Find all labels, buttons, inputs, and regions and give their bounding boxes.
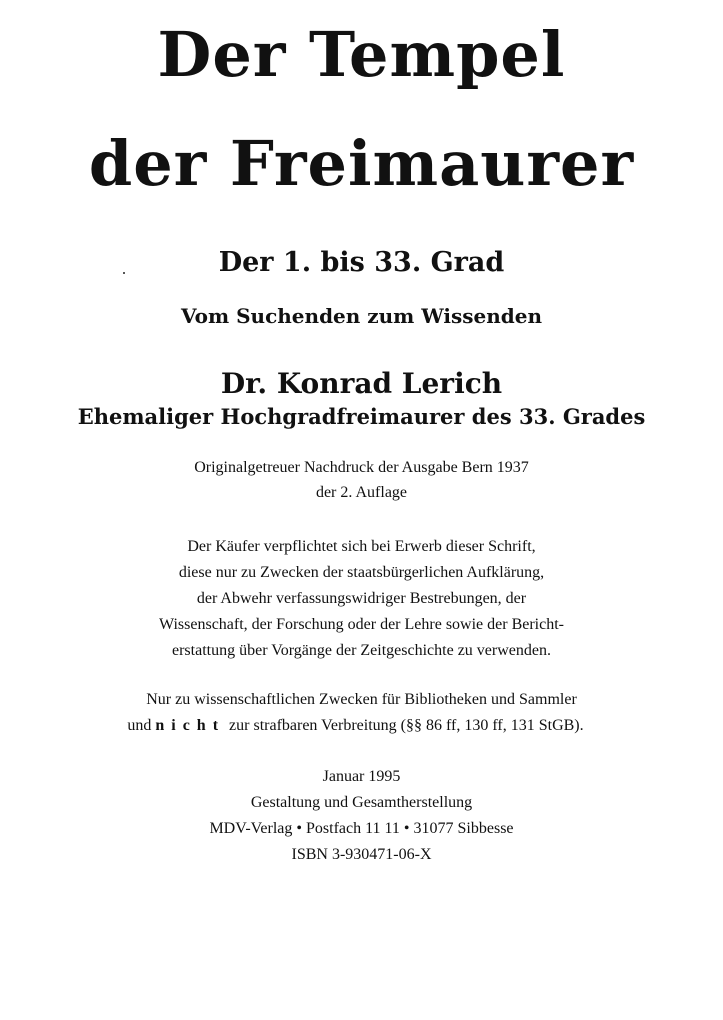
notice-line: Wissenschaft, der Forschung oder der Lehre sowie der Bericht- [159, 616, 564, 633]
imprint-isbn: ISBN 3-930471-06-X [291, 846, 432, 863]
imprint-publisher: MDV-Verlag • Postfach 11 11 • 31077 Sibbesse [209, 820, 514, 837]
purpose-prefix: und [127, 717, 152, 734]
author-name: Dr. Konrad Lerich [220, 367, 503, 400]
notice-line: Der Käufer verpflichtet sich bei Erwerb dieser Schrift, [187, 538, 536, 555]
purpose-line-2 [0, 718, 717, 734]
imprint-production: Gestaltung und Gesamtherstellung [250, 794, 473, 811]
purpose-suffix: zur strafbaren Verbreitung (§§ 86 ff, 130 ff, 131 StGB). [229, 717, 584, 734]
purpose-line-1: Nur zu wissenschaftlichen Zwecken für Bibliotheken und Sammler [146, 691, 577, 708]
title-line-2: der Freimaurer [88, 127, 635, 200]
title-line-1: Der Tempel [157, 18, 566, 91]
purpose-emphasis: nicht [155, 717, 226, 734]
print-speck [123, 272, 125, 274]
author-description: Ehemaliger Hochgradfreimaurer des 33. Grades [77, 404, 646, 429]
imprint-date: Januar 1995 [322, 768, 401, 785]
notice-line: erstattung über Vorgänge der Zeitgeschichte zu verwenden. [172, 642, 551, 659]
reprint-line-1: Originalgetreuer Nachdruck der Ausgabe Bern 1937 [194, 459, 529, 476]
tagline: Vom Suchenden zum Wissenden [180, 304, 543, 328]
notice-line: der Abwehr verfassungswidriger Bestrebungen, der [196, 590, 527, 607]
notice-line: diese nur zu Zwecken der staatsbürgerlichen Aufklärung, [178, 564, 545, 581]
subtitle: Der 1. bis 33. Grad [218, 247, 505, 278]
reprint-line-2: der 2. Auflage [315, 484, 408, 501]
